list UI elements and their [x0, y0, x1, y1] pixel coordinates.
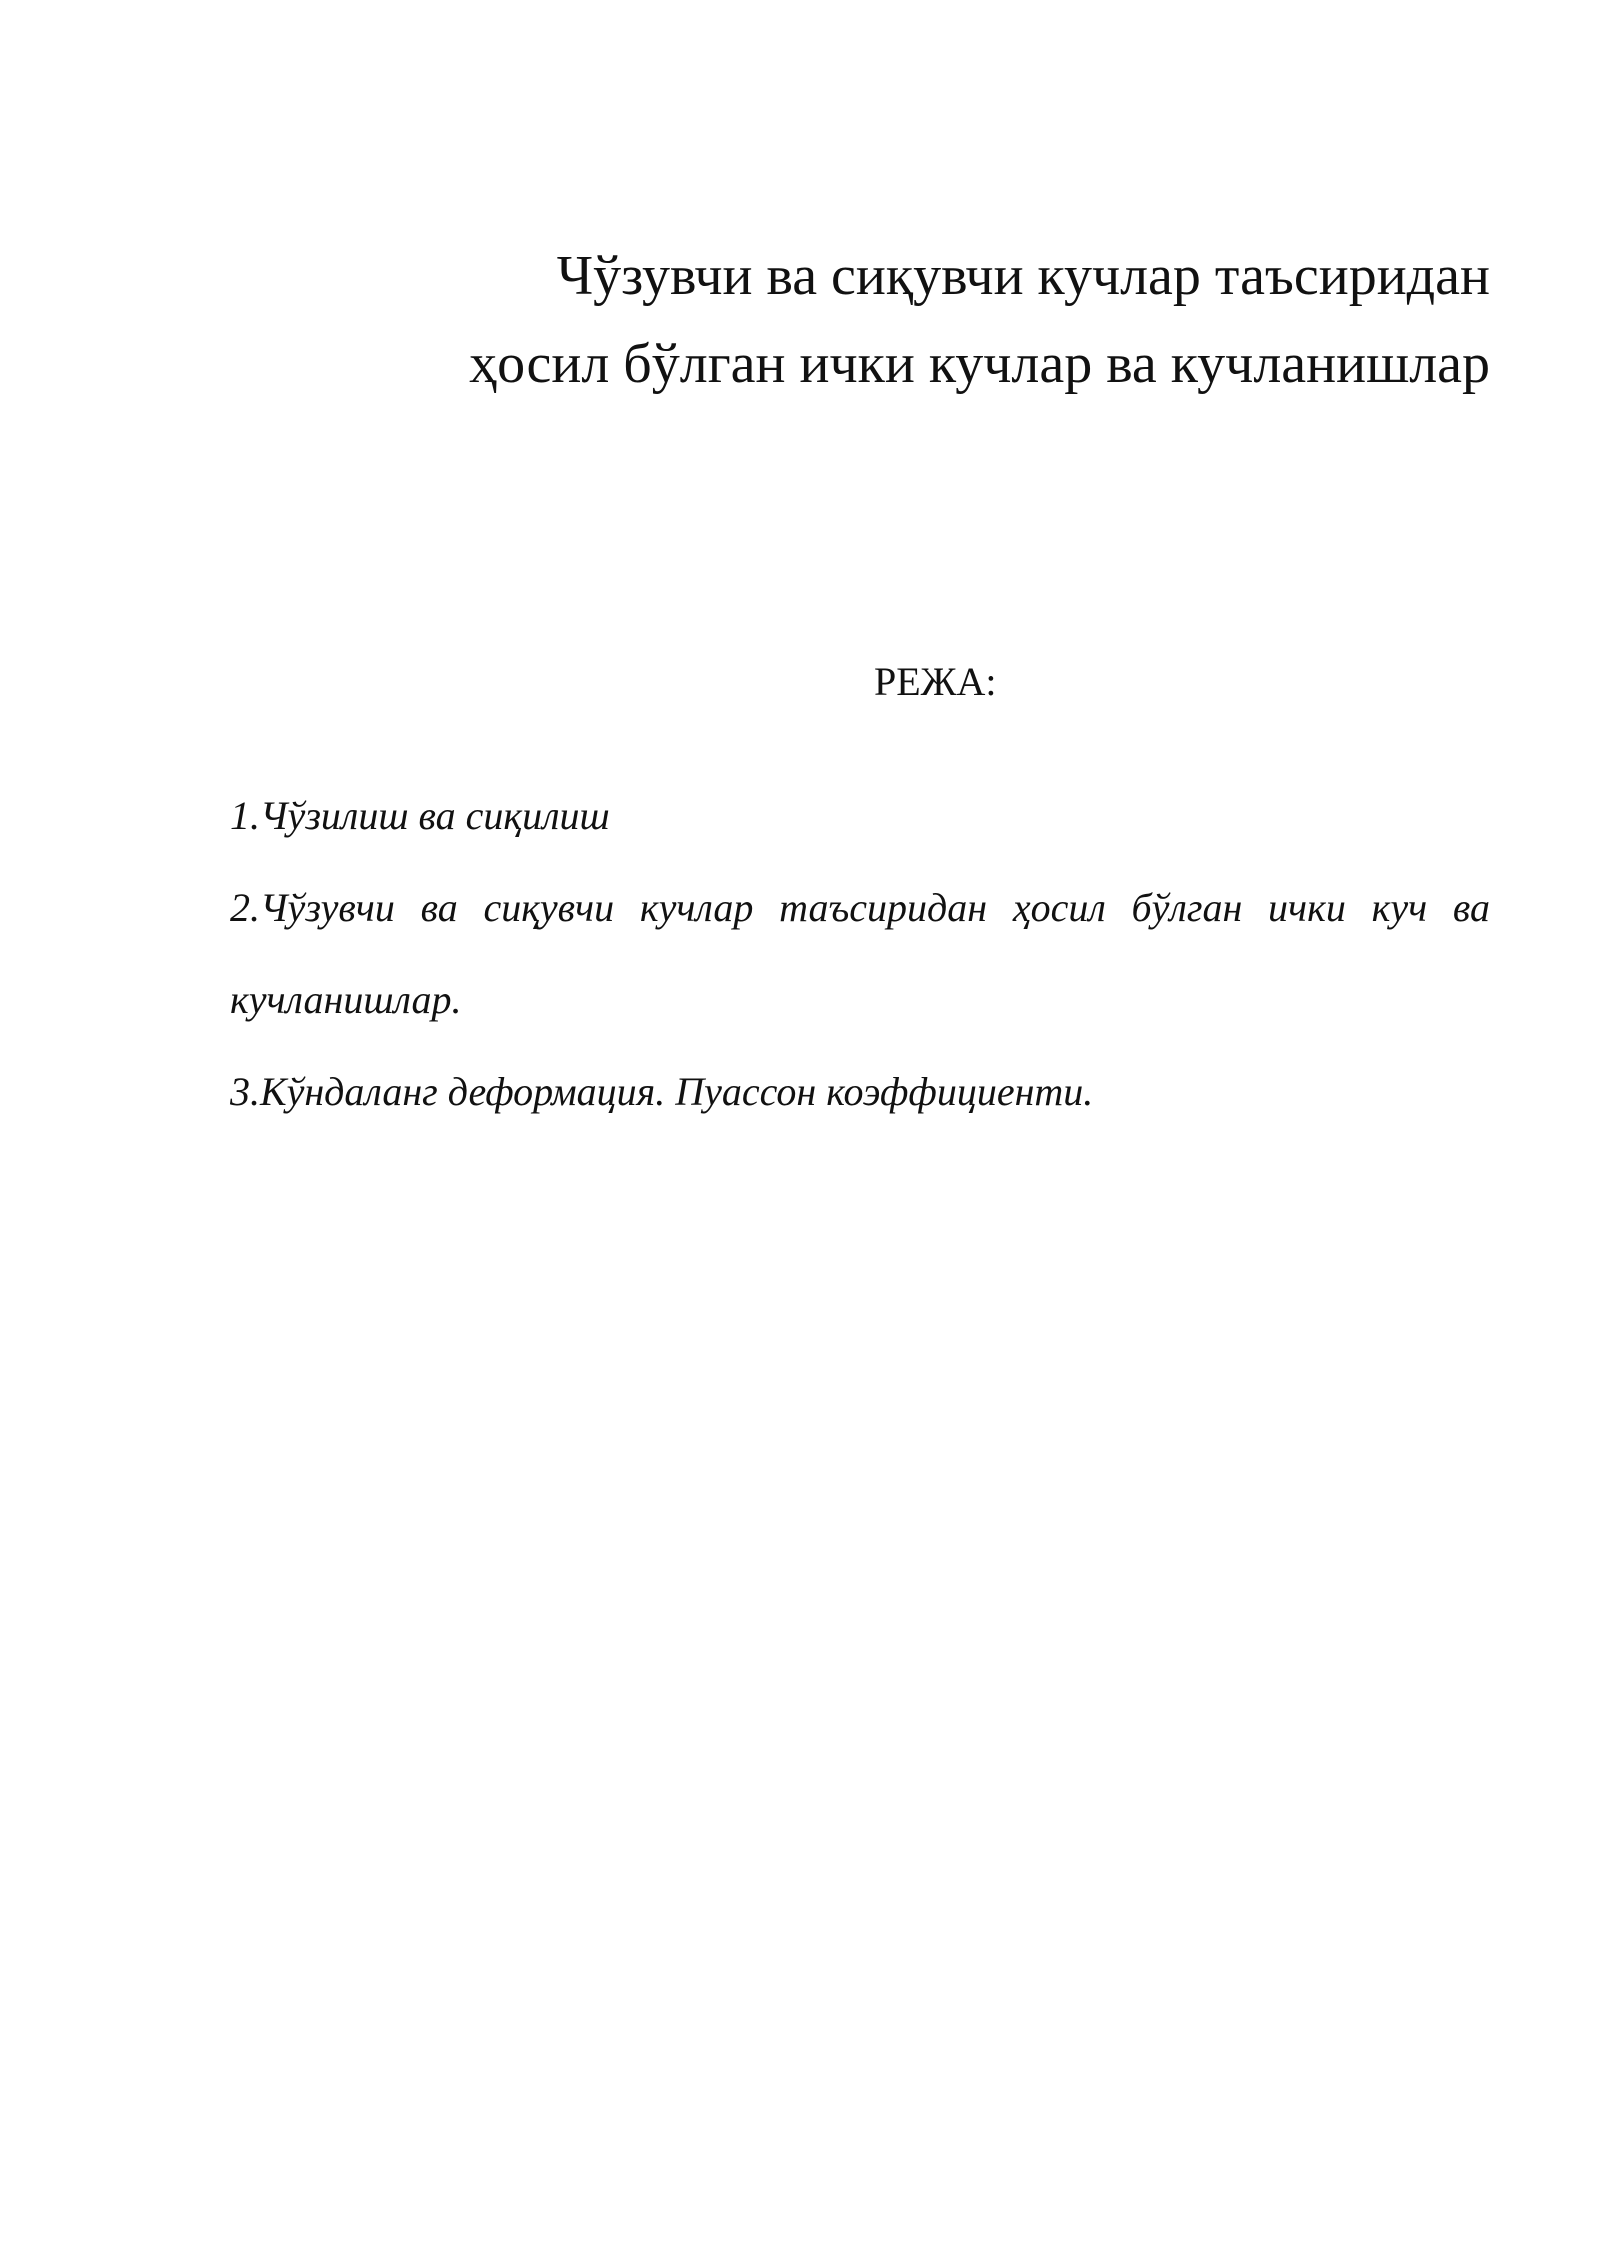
- title-line-1: Чўзувчи ва сиқувчи кучлар таъсиридан: [556, 245, 1490, 307]
- plan-heading: РЕЖА:: [874, 659, 997, 704]
- title-line-2: ҳосил бўлган ички кучлар ва кучланишлар: [469, 333, 1490, 395]
- plan-item-1: 1.Чўзилиш ва сиқилиш: [230, 793, 610, 838]
- page-title: [230, 232, 1490, 408]
- plan-list: [230, 770, 1490, 1138]
- plan-item-3: 3.Кўндаланг деформация. Пуассон коэффициенти.: [230, 1069, 1094, 1114]
- plan-item-2: 2.Чўзувчи ва сиқувчи кучлар таъсиридан ҳосил бўлган ички куч ва кучланишлар.: [230, 885, 1490, 1022]
